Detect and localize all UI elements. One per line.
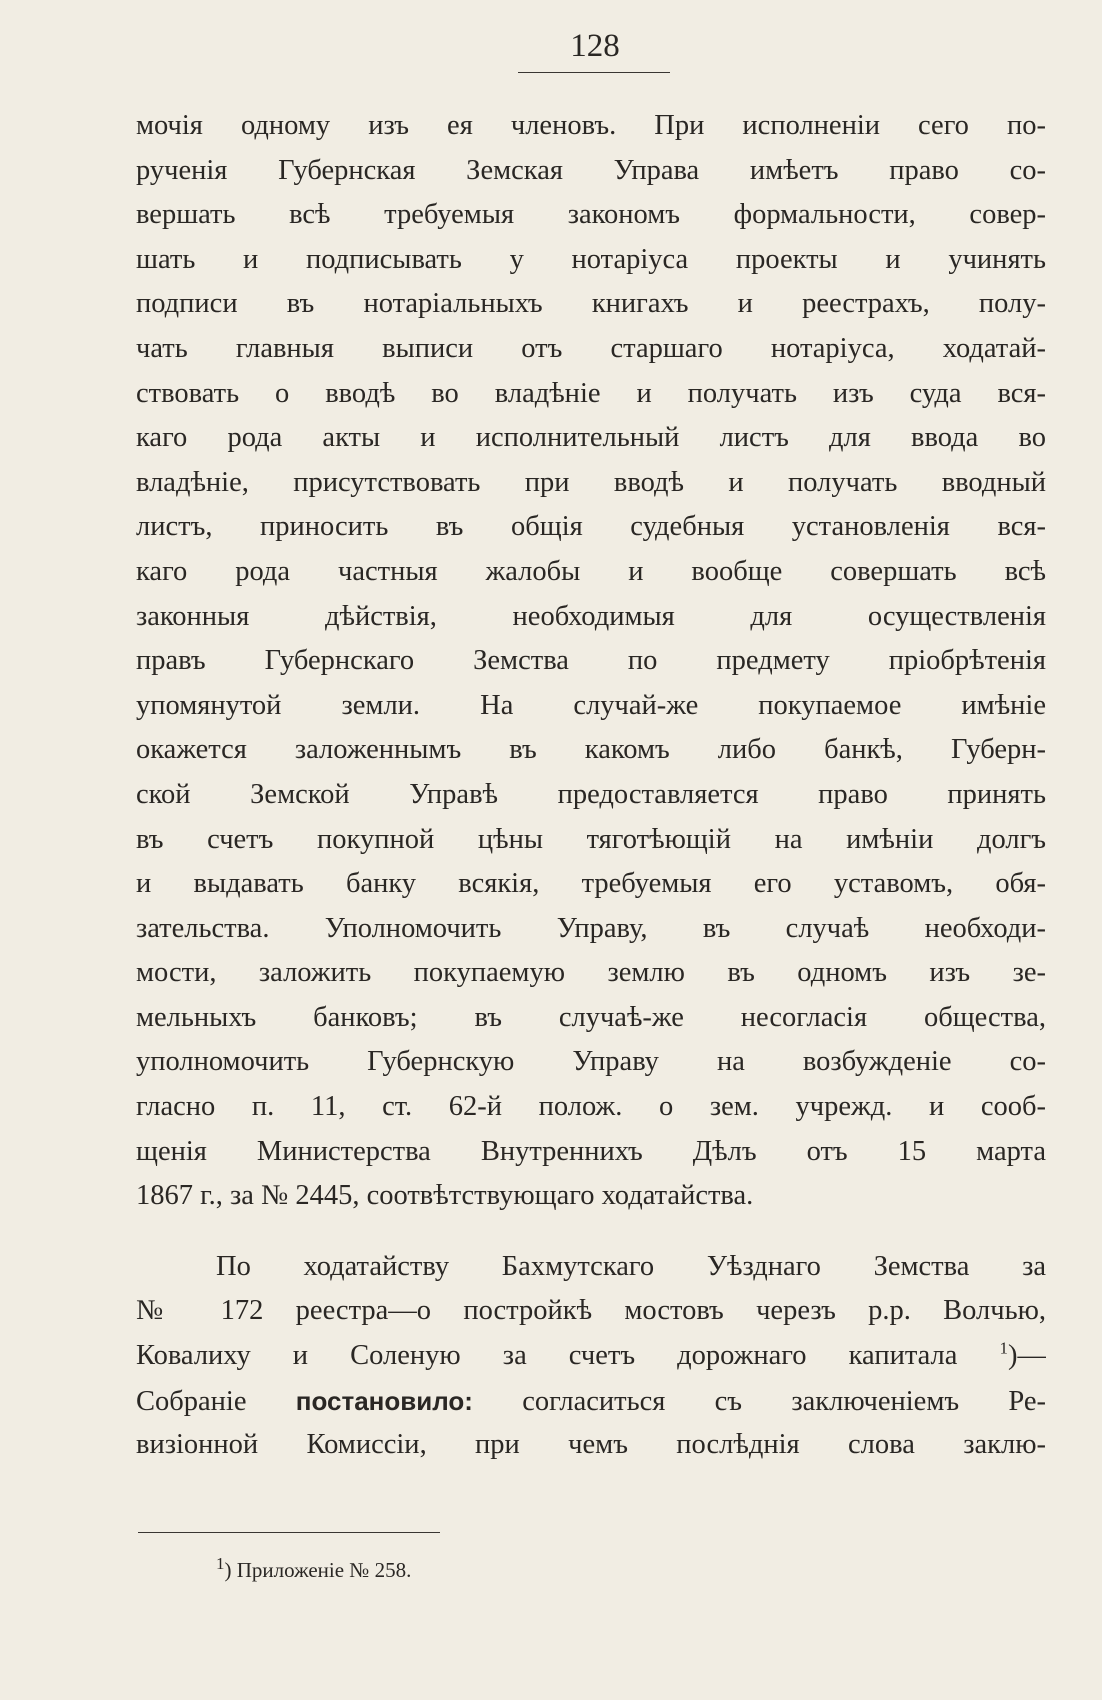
- text-line: въ счетъ покупной цѣны тяготѣющій на имѣніи долгъ: [136, 823, 1046, 855]
- resolution-keyword: постановило:: [295, 1385, 473, 1416]
- text-line: упомянутой земли. На случай-же покупаемое имѣніе: [136, 689, 1046, 721]
- text-line: каго рода акты и исполнительный листъ для ввода во: [136, 422, 1046, 454]
- text-line: окажется заложеннымъ въ какомъ либо банкѣ, Губерн-: [136, 734, 1046, 766]
- text-line: листъ, приносить въ общія судебныя установленія вся-: [136, 511, 1046, 543]
- footnote-marker: 1: [216, 1554, 225, 1573]
- text-line: рученія Губернская Земская Управа имѣетъ право со-: [136, 154, 1046, 186]
- text-line: ствовать о вводѣ во владѣніе и получать изъ суда вся-: [136, 377, 1046, 409]
- paragraph-gap: [136, 1219, 1046, 1245]
- footnote-separator: [138, 1532, 440, 1533]
- page-number-underline: [518, 72, 670, 73]
- text-line: гласно п. 11, ст. 62-й полож. о зем. учрежд. и сооб-: [136, 1091, 1046, 1123]
- text-line: [136, 1379, 1046, 1424]
- text-line: [136, 1334, 1046, 1379]
- footnote-reference[interactable]: 1: [999, 1338, 1009, 1358]
- line-text: согласиться съ заключеніемъ Ре-: [472, 1385, 1046, 1417]
- line-text: Ковалиху и Соленую за счетъ дорожнаго капитала: [136, 1340, 958, 1372]
- text-line: № 172 реестра—о постройкѣ мостовъ черезъ р.р. Волчью,: [136, 1295, 1046, 1327]
- text-line: По ходатайству Бахмутскаго Уѣзднаго Земства за: [216, 1250, 1046, 1282]
- text-line: каго рода частныя жалобы и вообще совершать всѣ: [136, 555, 1046, 587]
- text-line: мельныхъ банковъ; въ случаѣ-же несогласія общества,: [136, 1001, 1046, 1033]
- page-number: 128: [570, 28, 620, 64]
- text-line: мочія одному изъ ея членовъ. При исполненіи сего по-: [136, 110, 1046, 141]
- paragraph-2: [136, 1245, 1046, 1468]
- text-line: чать главныя выписи отъ старшаго нотаріуса, ходатай-: [136, 332, 1046, 364]
- line-tail: )—: [1008, 1340, 1046, 1372]
- text-line: щенія Министерства Внутреннихъ Дѣлъ отъ 15 марта: [136, 1135, 1046, 1167]
- text-line: вершать всѣ требуемыя закономъ формальности, совер-: [136, 199, 1046, 231]
- footnote-text: ) Приложеніе № 258.: [224, 1558, 412, 1582]
- text-line: уполномочить Губернскую Управу на возбужденіе со-: [136, 1046, 1046, 1078]
- text-line: правъ Губернскаго Земства по предмету пріобрѣтенія: [136, 645, 1046, 677]
- line-text: Собраніе: [136, 1385, 296, 1417]
- text-line: визіонной Комиссіи, при чемъ послѣднія слова заклю-: [136, 1429, 1046, 1461]
- text-line: ской Земской Управѣ предоставляется право принять: [136, 778, 1046, 810]
- text-line: подписи въ нотаріальныхъ книгахъ и реестрахъ, полу-: [136, 288, 1046, 320]
- footnote: [216, 1556, 411, 1584]
- text-line: законныя дѣйствія, необходимыя для осуществленія: [136, 600, 1046, 632]
- text-line: и выдавать банку всякія, требуемыя его уставомъ, обя-: [136, 868, 1046, 900]
- text-line: мости, заложить покупаемую землю въ одномъ изъ зе-: [136, 957, 1046, 989]
- paragraph-1: [136, 104, 1046, 1219]
- body-text: [136, 104, 1046, 1468]
- text-line: зательства. Уполномочить Управу, въ случаѣ необходи-: [136, 912, 1046, 944]
- text-line: 1867 г., за № 2445, соотвѣтствующаго ходатайства.: [136, 1180, 754, 1212]
- text-line: шать и подписывать у нотаріуса проекты и учинять: [136, 243, 1046, 275]
- text-line: владѣніе, присутствовать при вводѣ и получать вводный: [136, 466, 1046, 498]
